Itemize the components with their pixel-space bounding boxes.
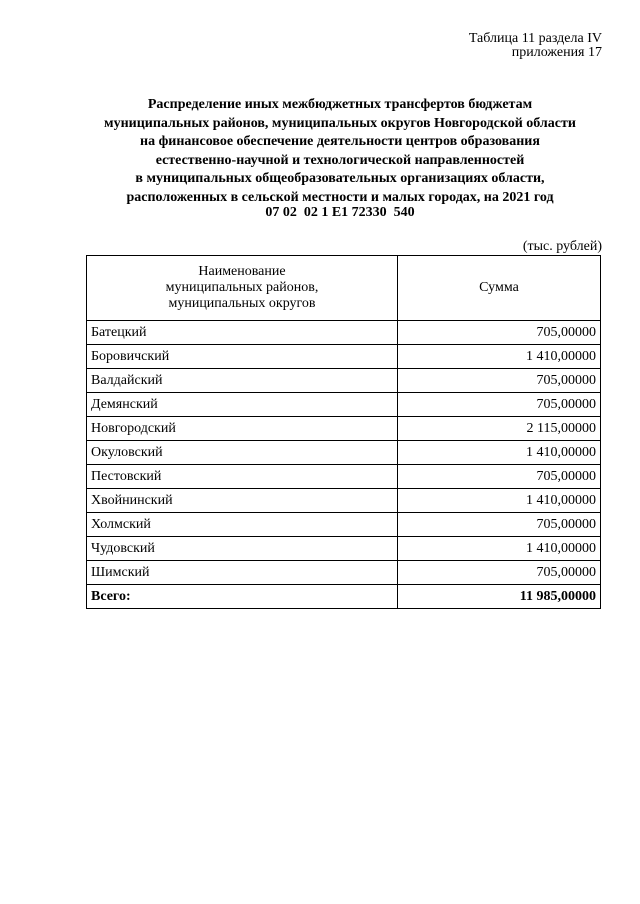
district-sum: 705,00000 bbox=[398, 393, 601, 417]
table-row bbox=[87, 465, 601, 489]
budget-code: 07 02 02 1 E1 72330 540 bbox=[265, 205, 415, 220]
district-name: Холмский bbox=[87, 513, 398, 537]
district-name: Батецкий bbox=[87, 321, 398, 345]
header-name-line: Наименование bbox=[198, 264, 286, 279]
district-sum: 705,00000 bbox=[398, 321, 601, 345]
column-header-name bbox=[87, 256, 398, 321]
district-sum: 705,00000 bbox=[398, 465, 601, 489]
column-header-sum: Сумма bbox=[398, 256, 601, 321]
district-sum: 2 115,00000 bbox=[398, 417, 601, 441]
district-name: Хвойнинский bbox=[87, 489, 398, 513]
district-name: Пестовский bbox=[87, 465, 398, 489]
title-line: Распределение иных межбюджетных трансфертов бюджетам bbox=[147, 97, 533, 112]
table-row bbox=[87, 489, 601, 513]
total-label: Всего: bbox=[87, 585, 398, 609]
table-row bbox=[87, 369, 601, 393]
title-line: на финансовое обеспечение деятельности центров образования bbox=[140, 134, 540, 149]
table-row bbox=[87, 537, 601, 561]
title-line: в муниципальных общеобразовательных организациях области, bbox=[135, 171, 545, 186]
table-row bbox=[87, 321, 601, 345]
table-reference: Таблица 11 раздела IV bbox=[468, 31, 602, 46]
district-name: Демянский bbox=[87, 393, 398, 417]
distribution-table bbox=[86, 255, 601, 609]
district-sum: 1 410,00000 bbox=[398, 441, 601, 465]
district-name: Чудовский bbox=[87, 537, 398, 561]
header-name-line: муниципальных округов bbox=[168, 296, 316, 311]
table-row bbox=[87, 441, 601, 465]
district-sum: 705,00000 bbox=[398, 561, 601, 585]
district-name: Новгородский bbox=[87, 417, 398, 441]
appendix-reference: приложения 17 bbox=[511, 45, 602, 60]
table-header-row bbox=[87, 256, 601, 321]
district-sum: 705,00000 bbox=[398, 369, 601, 393]
district-name: Валдайский bbox=[87, 369, 398, 393]
table-row bbox=[87, 417, 601, 441]
table-row bbox=[87, 561, 601, 585]
unit-label: (тыс. рублей) bbox=[522, 239, 602, 254]
table-row bbox=[87, 513, 601, 537]
document-title bbox=[60, 96, 620, 207]
title-line: расположенных в сельской местности и малых городах, на 2021 год bbox=[126, 189, 554, 205]
title-line: муниципальных районов, муниципальных округов Новгородской области bbox=[104, 115, 576, 131]
header-name-line: муниципальных районов, bbox=[165, 280, 319, 295]
table-row bbox=[87, 393, 601, 417]
district-sum: 1 410,00000 bbox=[398, 489, 601, 513]
district-name: Боровичский bbox=[87, 345, 398, 369]
title-line: естественно-научной и технологической направленностей bbox=[155, 152, 525, 168]
total-row bbox=[87, 585, 601, 609]
table-row bbox=[87, 345, 601, 369]
district-sum: 1 410,00000 bbox=[398, 537, 601, 561]
document-reference bbox=[469, 32, 602, 60]
district-sum: 705,00000 bbox=[398, 513, 601, 537]
district-sum: 1 410,00000 bbox=[398, 345, 601, 369]
district-name: Шимский bbox=[87, 561, 398, 585]
district-name: Окуловский bbox=[87, 441, 398, 465]
total-sum: 11 985,00000 bbox=[398, 585, 601, 609]
